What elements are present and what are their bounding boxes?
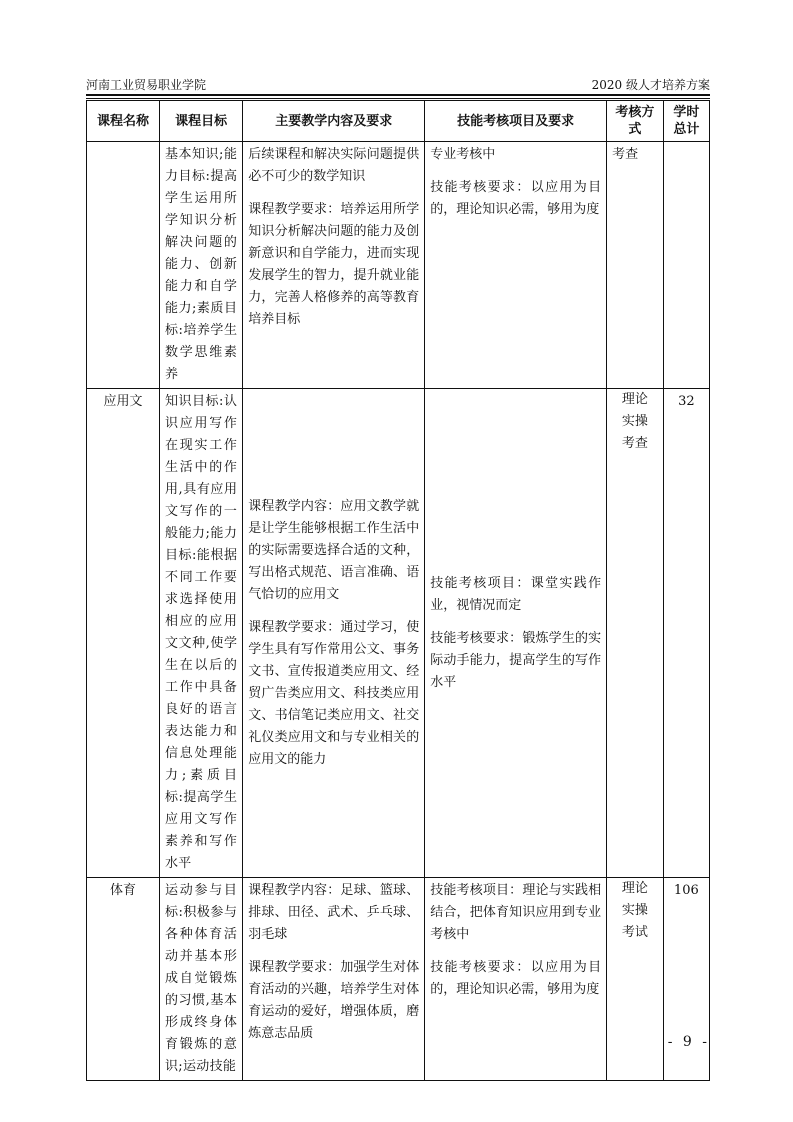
content-paragraph: 课程教学要求：加强学生对体育活动的兴趣，培养学生对体育运动的爱好，增强体质，磨炼意志品质 bbox=[248, 960, 420, 1041]
header-rule-thin bbox=[86, 98, 710, 99]
teaching-content-cell bbox=[243, 878, 425, 1081]
table-header-row bbox=[87, 101, 710, 142]
header-course-name: 课程名称 bbox=[87, 101, 160, 142]
course-goal-cell: 运动参与目标:积极参与各种体育活动并基本形成自觉锻炼的习惯,基本形成终身体育锻炼的意识;运动技能 bbox=[159, 878, 242, 1081]
header-course-goal: 课程目标 bbox=[159, 101, 242, 142]
course-goal-cell: 知识目标:认识应用写作在现实工作生活中的作用,具有应用文写作的一般能力;能力目标:能根据不同工作要求选择使用相应的应用文文种,使学生在以后的工作中具备良好的语言表达能力和信息处理能力;素质目标:提高学生应用文写作素养和写作水平 bbox=[159, 389, 242, 878]
header-assessment: 考核方式 bbox=[607, 101, 664, 142]
content-paragraph: 课程教学内容：足球、篮球、排球、田径、武术、乒乓球、羽毛球 bbox=[248, 883, 420, 942]
page-number: - 9 - bbox=[667, 1034, 710, 1050]
total-hours-cell: 32 bbox=[663, 389, 709, 878]
content-paragraph: 课程教学要求：培养运用所学知识分析解决问题的能力及创新意识和自学能力，进而实现发展学生的智力，提升就业能力，完善人格修养的高等教育培养目标 bbox=[248, 202, 420, 327]
exam-paragraph: 技能考核要求：以应用为目的，理论知识必需，够用为度 bbox=[430, 960, 602, 997]
course-table bbox=[86, 100, 710, 1081]
page-header bbox=[86, 74, 710, 94]
header-institution: 河南工业贸易职业学院 bbox=[86, 78, 207, 92]
exam-paragraph: 技能考核要求：以应用为目的，理论知识必需，够用为度 bbox=[430, 180, 602, 217]
skill-exam-cell bbox=[425, 389, 607, 878]
header-teaching-content: 主要教学内容及要求 bbox=[243, 101, 425, 142]
course-name-cell: 体育 bbox=[87, 878, 160, 1081]
course-goal-cell: 基本知识;能力目标:提高学生运用所学知识分析解决问题的能力、创新能力和自学能力;素质目标:培养学生数学思维素养 bbox=[159, 142, 242, 389]
header-doc-title: 2020 级人才培养方案 bbox=[591, 78, 710, 92]
header-total-hours: 学时总计 bbox=[663, 101, 709, 142]
table-row bbox=[87, 878, 710, 1081]
content-paragraph: 后续课程和解决实际问题提供必不可少的数学知识 bbox=[248, 147, 420, 184]
skill-exam-cell bbox=[425, 142, 607, 389]
content-paragraph: 课程教学内容：应用文教学就是让学生能够根据工作生活中的实际需要选择合适的文种，写出格式规范、语言准确、语气恰切的应用文 bbox=[248, 498, 420, 602]
total-hours-cell bbox=[663, 142, 709, 389]
total-hours-cell: 106 bbox=[663, 878, 709, 1081]
skill-exam-cell bbox=[425, 878, 607, 1081]
assessment-cell: 理论实操考查 bbox=[607, 389, 664, 878]
course-name-cell: 应用文 bbox=[87, 389, 160, 878]
header-rule bbox=[86, 94, 710, 96]
exam-paragraph: 专业考核中 bbox=[430, 147, 496, 162]
exam-paragraph: 技能考核要求：锻炼学生的实际动手能力，提高学生的写作水平 bbox=[430, 630, 602, 690]
assessment-cell: 考查 bbox=[607, 142, 664, 389]
teaching-content-cell bbox=[243, 142, 425, 389]
exam-paragraph: 技能考核项目：课堂实践作业，视情况而定 bbox=[430, 575, 602, 613]
table-row bbox=[87, 142, 710, 389]
teaching-content-cell bbox=[243, 389, 425, 878]
exam-paragraph: 技能考核项目：理论与实践相结合，把体育知识应用到专业考核中 bbox=[430, 883, 602, 942]
table-row bbox=[87, 389, 710, 878]
course-name-cell bbox=[87, 142, 160, 389]
header-skill-exam: 技能考核项目及要求 bbox=[425, 101, 607, 142]
assessment-cell: 理论实操考试 bbox=[607, 878, 664, 1081]
content-paragraph: 课程教学要求：通过学习，使学生具有写作常用公文、事务文书、宣传报道类应用文、经贸广告类应用文、科技类应用文、书信笔记类应用文、社交礼仪类应用文和与专业相关的应用文的能力 bbox=[248, 619, 420, 767]
